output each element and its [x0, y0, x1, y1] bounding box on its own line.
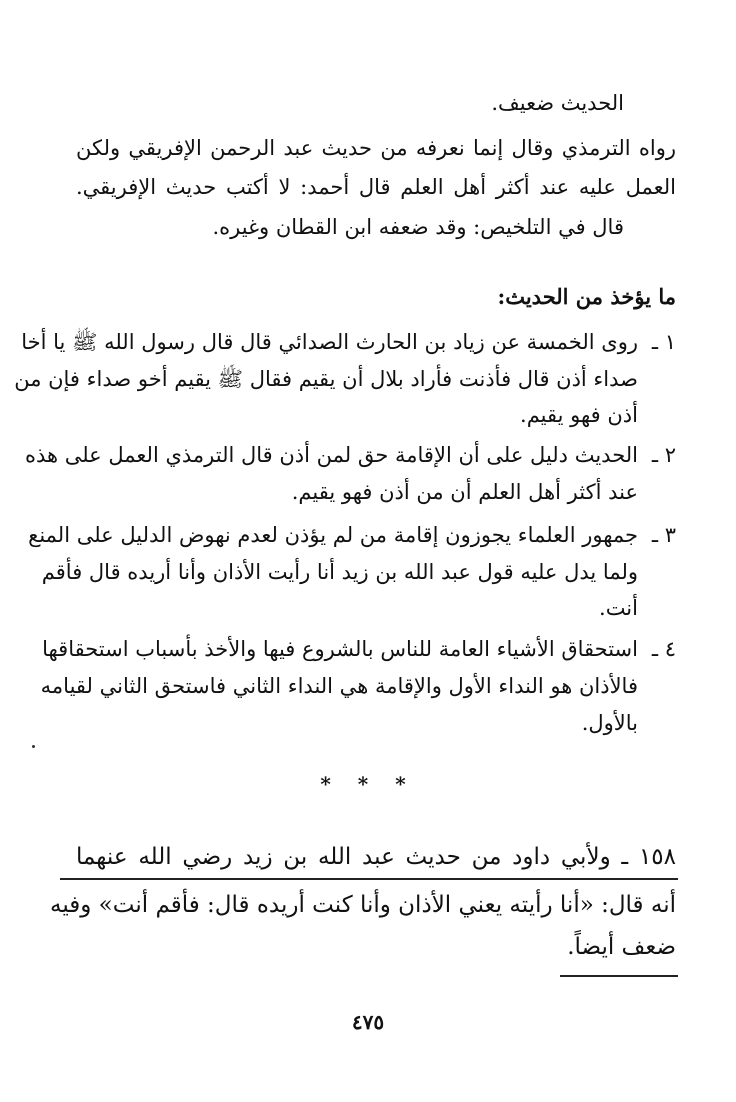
- list-item-line: فالأذان هو النداء الأول والإقامة هي النداء الثاني فاستحق الثاني لقيامه: [40, 674, 638, 698]
- item-number: ٣ ـ: [651, 523, 676, 547]
- list-item-line: عند أكثر أهل العلم أن من أذن فهو يقيم.: [291, 480, 638, 504]
- section-separator: * * *: [320, 772, 416, 796]
- list-item-line: أنت.: [599, 596, 638, 620]
- list-item-line: جمهور العلماء يجوزون إقامة من لم يؤذن لعدم نهوض الدليل على المنع: [28, 523, 638, 547]
- list-item-line: صداء أذن قال فأذنت فأراد بلال أن يقيم فقال ﷺ يقيم أخو صداء فإن من: [14, 367, 638, 391]
- list-item-line: الحديث دليل على أن الإقامة حق لمن أذن قال الترمذي العمل على هذه: [24, 443, 638, 467]
- list-item-line: ولما يدل عليه قول عبد الله بن زيد أنا رأيت الأذان وأنا أريده قال فأقم: [41, 560, 638, 584]
- page-number: ٤٧٥: [351, 1010, 385, 1034]
- speck-mark: [32, 745, 35, 748]
- text-line-2: رواه الترمذي وقال إنما نعرفه من حديث عبد الرحمن الإفريقي ولكن: [76, 136, 676, 160]
- underline-rule-short: [560, 975, 678, 977]
- underline-rule: [60, 878, 678, 880]
- hadith-158-line-1: ١٥٨ ـ ولأبي داود من حديث عبد الله بن زيد رضي الله عنهما: [76, 844, 676, 870]
- hadith-158-line-2: أنه قال: «أنا رأيته يعني الأذان وأنا كنت أريده قال: فأقم أنت» وفيه: [50, 892, 676, 918]
- hadith-158-line-3: ضعف أيضاً.: [567, 934, 676, 960]
- section-heading: ما يؤخذ من الحديث:: [497, 284, 676, 309]
- list-item-line: أذن فهو يقيم.: [520, 403, 638, 427]
- item-number: ٤ ـ: [651, 637, 676, 661]
- list-item-line: بالأول.: [581, 711, 638, 735]
- list-item-line: استحقاق الأشياء العامة للناس بالشروع فيها والأخذ بأسباب استحقاقها: [42, 637, 638, 661]
- text-line-4: قال في التلخيص: وقد ضعفه ابن القطان وغيره.: [212, 215, 624, 239]
- text-line-1: الحديث ضعيف.: [491, 91, 624, 115]
- text-line-3: العمل عليه عند أكثر أهل العلم قال أحمد: لا أكتب حديث الإفريقي.: [76, 175, 676, 199]
- item-number: ١ ـ: [651, 330, 676, 354]
- item-number: ٢ ـ: [651, 443, 676, 467]
- list-item-line: روى الخمسة عن زياد بن الحارث الصدائي قال قال رسول الله ﷺ يا أخا: [21, 330, 638, 354]
